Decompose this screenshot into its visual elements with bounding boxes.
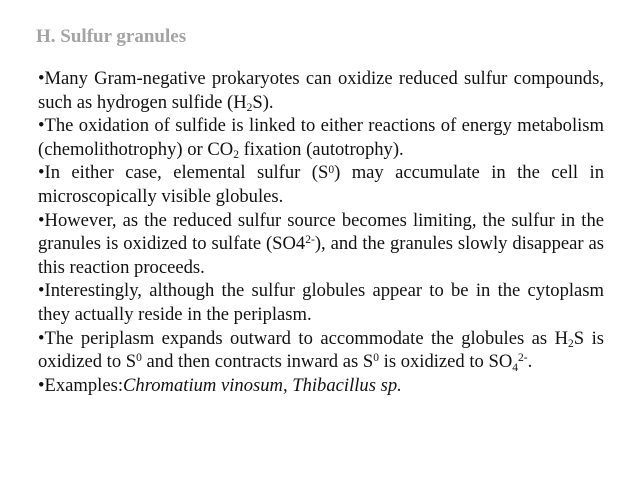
superscript: 2-: [305, 234, 315, 247]
superscript: 0: [328, 163, 335, 176]
subscript: 2: [246, 102, 253, 115]
bullet-4-text: However, as the reduced sulfur source becomes limiting, the sulfur in the granules is oxidized to sulfate (SO4: [38, 209, 604, 255]
subscript: 2: [233, 149, 239, 162]
examples-label: Examples:: [44, 374, 124, 396]
examples-species: Chromatium vinosum, Thibacillus sp.: [123, 374, 402, 396]
bullet-6-text-4: is oxidized to SO: [379, 351, 513, 373]
bullet-7: [38, 374, 604, 398]
bullet-marker: •: [38, 115, 45, 137]
bullet-marker: •: [38, 374, 45, 396]
bullet-2-text: The oxidation of sulfide is linked to either reactions of energy metabolism (chemolithotrophy) or CO: [38, 115, 604, 160]
bullet-marker: •: [38, 280, 45, 302]
bullet-6-text: The periplasm expands outward to accommodate the globules as H: [44, 327, 569, 349]
bullet-1-text: Many Gram-negative prokaryotes can oxidize reduced sulfur compounds, such as hydrogen sulfide (H: [38, 68, 604, 113]
bullet-5-text: Interestingly, although the sulfur globules appear to be in the cytoplasm they actually reside in the periplasm.: [38, 280, 604, 325]
bullet-3-text: In either case, elemental sulfur (S: [44, 162, 329, 184]
subscript: 2: [568, 337, 574, 350]
bullet-3-text-end: ) may accumulate in the cell in microscopically visible globules.: [38, 162, 604, 207]
bullet-3: [38, 161, 604, 208]
bullet-marker: •: [38, 327, 45, 349]
bullet-1: [38, 67, 604, 114]
slide-body: [38, 67, 604, 397]
bullet-6: [38, 327, 604, 374]
bullet-2-text-end: fixation (autotrophy).: [238, 138, 404, 160]
slide-title: H. Sulfur granules: [36, 26, 187, 47]
bullet-1-text-end: S).: [252, 91, 274, 113]
bullet-6-text-2: S is oxidized to S: [38, 327, 604, 373]
superscript: 2-: [518, 352, 528, 365]
bullet-marker: •: [38, 68, 45, 89]
superscript: 0: [373, 352, 379, 365]
bullet-5: [38, 279, 604, 326]
subscript: 4: [512, 361, 519, 374]
bullet-marker: •: [38, 162, 45, 184]
bullet-6-text-end: .: [527, 351, 533, 373]
bullet-4-text-end: ), and the granules slowly disappear as this reaction proceeds.: [38, 233, 604, 278]
bullet-2: [38, 114, 604, 161]
bullet-4: [38, 209, 604, 280]
bullet-marker: •: [38, 209, 45, 231]
superscript: 0: [136, 352, 142, 365]
bullet-6-text-3: and then contracts inward as S: [141, 351, 374, 373]
